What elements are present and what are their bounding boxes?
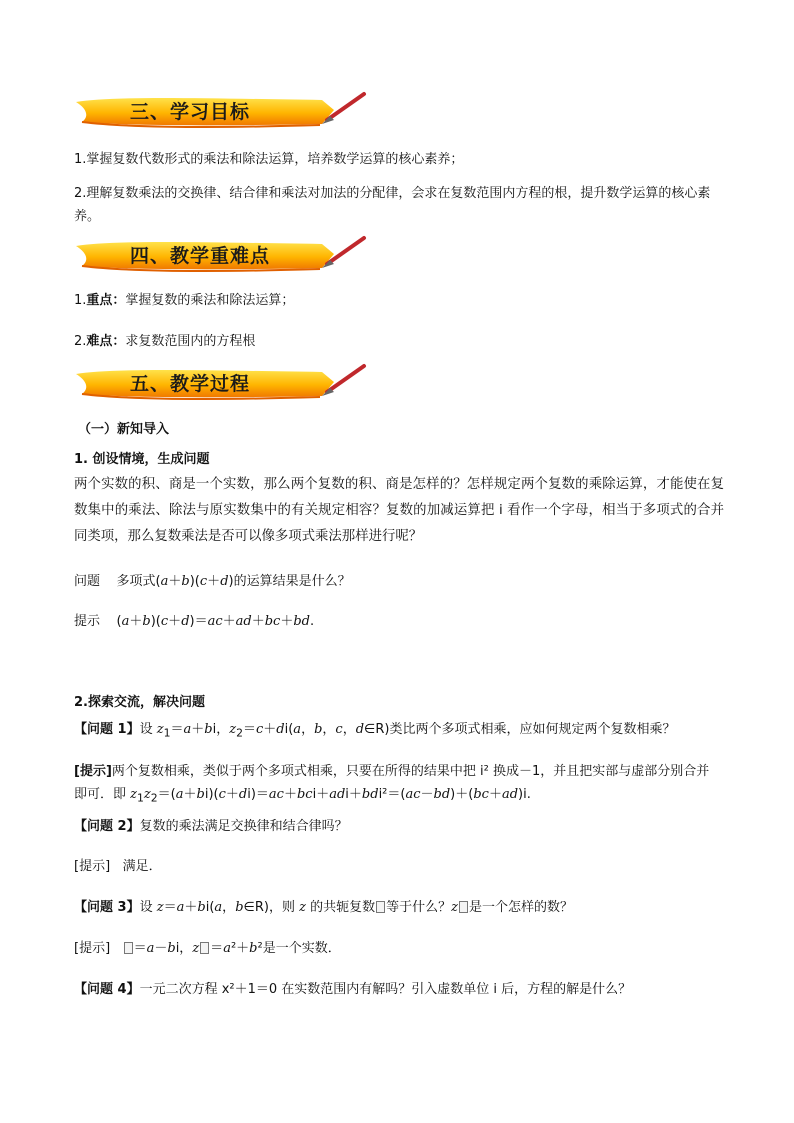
- question-2: 【问题 2】复数的乘法满足交换律和结合律吗？: [74, 819, 348, 834]
- question-0: 问题 多项式(a＋b)(c＋d)的运算结果是什么？: [74, 574, 351, 589]
- section-title: 三、学习目标: [130, 101, 251, 123]
- question-3: 【问题 3】设 z＝a＋bi(a，b∈R)，则 z 的共轭复数 等于什么？z 是一个怎样的数？: [74, 900, 574, 915]
- conjugate-placeholder-icon: [459, 901, 468, 913]
- keypoint-1: 1.重点：掌握复数的乘法和除法运算；: [74, 293, 295, 308]
- step-title-2: 2.探索交流，解决问题: [74, 695, 205, 710]
- section-title: 五、教学过程: [130, 373, 251, 395]
- question-4: 【问题 4】一元二次方程 x²＋1＝0 在实数范围内有解吗？引入虚数单位 i 后，方程的解是什么？: [74, 982, 632, 997]
- section-banner-keypoints: [72, 234, 372, 278]
- goal-2: 2.理解复数乘法的交换律、结合律和乘法对加法的分配律，会求在复数范围内方程的根，提升数学运算的核心素养。: [74, 186, 711, 224]
- hint-0: 提示 (a＋b)(c＋d)＝ac＋ad＋bc＋bd.: [74, 614, 315, 629]
- subsection-title: （一）新知导入: [78, 422, 170, 437]
- question-1: 【问题 1】设 $z_1=a+bi$，$z_2=c+di(a$，b，c，d∈R)类比两个多项式相乘，应如何规定两个复数相乘？: [74, 722, 676, 740]
- intro-paragraph: 两个实数的积、商是一个实数，那么两个复数的积、商是怎样的？怎样规定两个复数的乘除运算，才能使在复数集中的乘法、除法与原实数集中的有关规定相容？复数的加减运算把 i 看作一个字母，相当于多项式的合并同类项，那么复数乘法是否可以像多项式乘法那样进行呢？: [74, 477, 724, 544]
- conjugate-placeholder-icon: [124, 942, 133, 954]
- section-title: 四、教学重难点: [130, 245, 271, 267]
- hint-1: [提示]两个复数相乘，类似于两个多项式相乘，只要在所得的结果中把 i² 换成－1，并且把实部与虚部分别合并即可．即 $z_1z_2=(a+bi)(c+di)=ac+bci+adi+bdi^2=(ac-bd)+(bc+ad)i$.: [74, 764, 710, 805]
- conjugate-placeholder-icon: [376, 901, 385, 913]
- section-banner-goals: [72, 90, 372, 134]
- hint-2: [提示] 满足．: [74, 859, 162, 874]
- section-banner-process: [72, 362, 372, 406]
- conjugate-placeholder-icon: [200, 942, 209, 954]
- hint-3: [提示] ＝a－bi，z ＝a²＋b²是一个实数．: [74, 941, 341, 956]
- keypoint-2: 2.难点：求复数范围内的方程根: [74, 334, 256, 349]
- goal-1: 1.掌握复数代数形式的乘法和除法运算，培养数学运算的核心素养；: [74, 152, 464, 167]
- step-title-1: 1. 创设情境，生成问题: [74, 452, 210, 467]
